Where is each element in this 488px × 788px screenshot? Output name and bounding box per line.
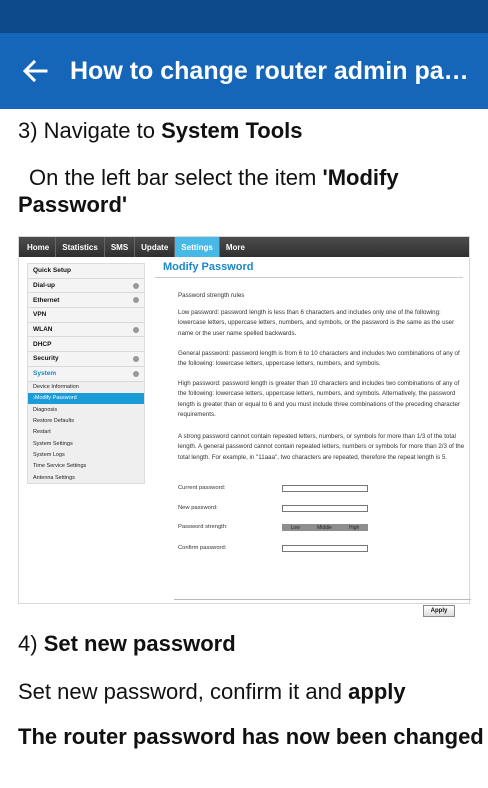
step-4-bold: Set new password <box>43 631 236 656</box>
page-title: How to change router admin pa… <box>70 56 469 85</box>
router-sub-diagnosis: Diagnosis <box>33 406 58 413</box>
router-sidebar-vpn <box>28 308 144 323</box>
step-4-instruction-bold: apply <box>348 679 406 704</box>
conclusion-text: The router password has now been changed <box>18 724 484 749</box>
rules-heading: Password strength rules <box>178 292 245 299</box>
router-nav-settings: Settings <box>175 237 220 257</box>
expand-icon <box>133 356 139 362</box>
back-button[interactable] <box>0 33 70 109</box>
router-nav-home: Home <box>21 237 56 257</box>
router-sidebar-ethernet <box>28 293 144 308</box>
router-nav-statistics: Statistics <box>56 237 105 257</box>
router-sidebar-quick-setup <box>28 264 144 279</box>
router-screenshot <box>18 236 470 614</box>
rule-high: High password: password length is greater than 10 characters and includes two combinations of any of the following: lowercase letters, uppercase letters, numbers, and symbols. Alternatively, the password length is greater than or equal to 6 and you must include three combinations of the preceding character requirements. <box>178 380 461 418</box>
router-sub-device-info: Device Information <box>33 384 79 391</box>
router-sidebar-label: System <box>33 370 57 378</box>
router-sub-antenna: Antenna Settings <box>33 474 75 481</box>
router-sidebar-label: WLAN <box>33 326 53 334</box>
router-sub-restart: Restart <box>33 429 51 436</box>
current-password-label: Current password: <box>178 485 226 491</box>
divider <box>155 277 463 278</box>
step-4-prefix: 4) <box>18 631 44 656</box>
router-sidebar-security <box>28 352 144 367</box>
router-page-title: Modify Password <box>163 261 254 273</box>
router-sidebar <box>27 263 145 484</box>
confirm-password-label: Confirm password: <box>178 545 227 551</box>
apply-button: Apply <box>423 605 455 617</box>
router-sub-system-settings: System Settings <box>33 440 73 447</box>
step-4-heading <box>18 631 236 657</box>
router-nav-sms: SMS <box>105 237 135 257</box>
strength-high: High <box>349 524 360 531</box>
password-strength-label: Password strength: <box>178 524 228 530</box>
router-sub-modify-password: ›Modify Password <box>28 393 144 404</box>
router-sidebar-label: VPN <box>33 311 47 319</box>
back-arrow-icon <box>22 60 48 82</box>
router-top-nav <box>19 237 469 257</box>
router-nav-more: More <box>225 242 245 252</box>
router-sub-system-logs: System Logs <box>33 451 65 458</box>
strength-middle: Middle <box>317 524 332 531</box>
confirm-password-input <box>282 545 368 552</box>
router-sidebar-label: DHCP <box>33 340 52 348</box>
router-sub-restore-defaults: Restore Defaults <box>33 418 74 425</box>
collapse-icon <box>133 371 139 377</box>
rule-low: Low password: password length is less than 6 characters and includes only one of the following: lowercase letters, uppercase letters, numbers, and symbols, or the password is the same as the user name or the user name spelled backwards. <box>178 309 455 337</box>
rule-general: General password: password length is from 6 to 10 characters and includes two combinations of any of the following: lowercase letters, uppercase letters, numbers, and symbols. <box>178 350 460 368</box>
expand-icon <box>133 283 139 289</box>
password-strength-meter <box>282 524 368 531</box>
step-3-heading <box>18 118 303 144</box>
router-sidebar-wlan <box>28 323 144 338</box>
step-3-bold: System Tools <box>161 118 303 143</box>
router-nav-update: Update <box>135 237 175 257</box>
router-sub-time-service: Time Service Settings <box>33 463 87 470</box>
step-3-instruction-bold: 'Modify Password' <box>18 165 399 217</box>
step-4-instruction <box>18 678 406 705</box>
divider <box>174 599 471 600</box>
app-bar <box>0 33 488 109</box>
new-password-input <box>282 505 368 512</box>
status-bar <box>0 0 488 33</box>
router-body <box>19 257 469 614</box>
router-sidebar-label: Quick Setup <box>33 267 71 275</box>
router-sidebar-label: Security <box>33 355 59 363</box>
router-sidebar-dialup <box>28 279 144 294</box>
strength-low: Low <box>290 524 300 531</box>
router-sidebar-dhcp <box>28 337 144 352</box>
rule-strong: A strong password cannot contain repeated letters, numbers, or symbols for more than 1/3 of the total length. A general password cannot contain repeated letters, numbers or symbols for more than 2/3 of the total length. For example, in "11aaa", two characters are repeated, therefore the repeat length is 5. <box>178 433 465 461</box>
router-sidebar-label: Ethernet <box>33 296 60 304</box>
step-4-instruction-text: Set new password, confirm it and <box>18 679 349 704</box>
step-3-prefix: 3) Navigate to <box>18 118 162 143</box>
step-3-instruction <box>18 164 438 218</box>
new-password-label: New password: <box>178 505 218 511</box>
step-3-instruction-text: On the left bar select the item <box>29 165 323 190</box>
expand-icon <box>133 297 139 303</box>
router-main-panel <box>163 261 465 551</box>
current-password-input <box>282 485 368 492</box>
router-sidebar-system <box>28 367 144 382</box>
expand-icon <box>133 327 139 333</box>
router-sidebar-label: Dial-up <box>33 282 56 290</box>
